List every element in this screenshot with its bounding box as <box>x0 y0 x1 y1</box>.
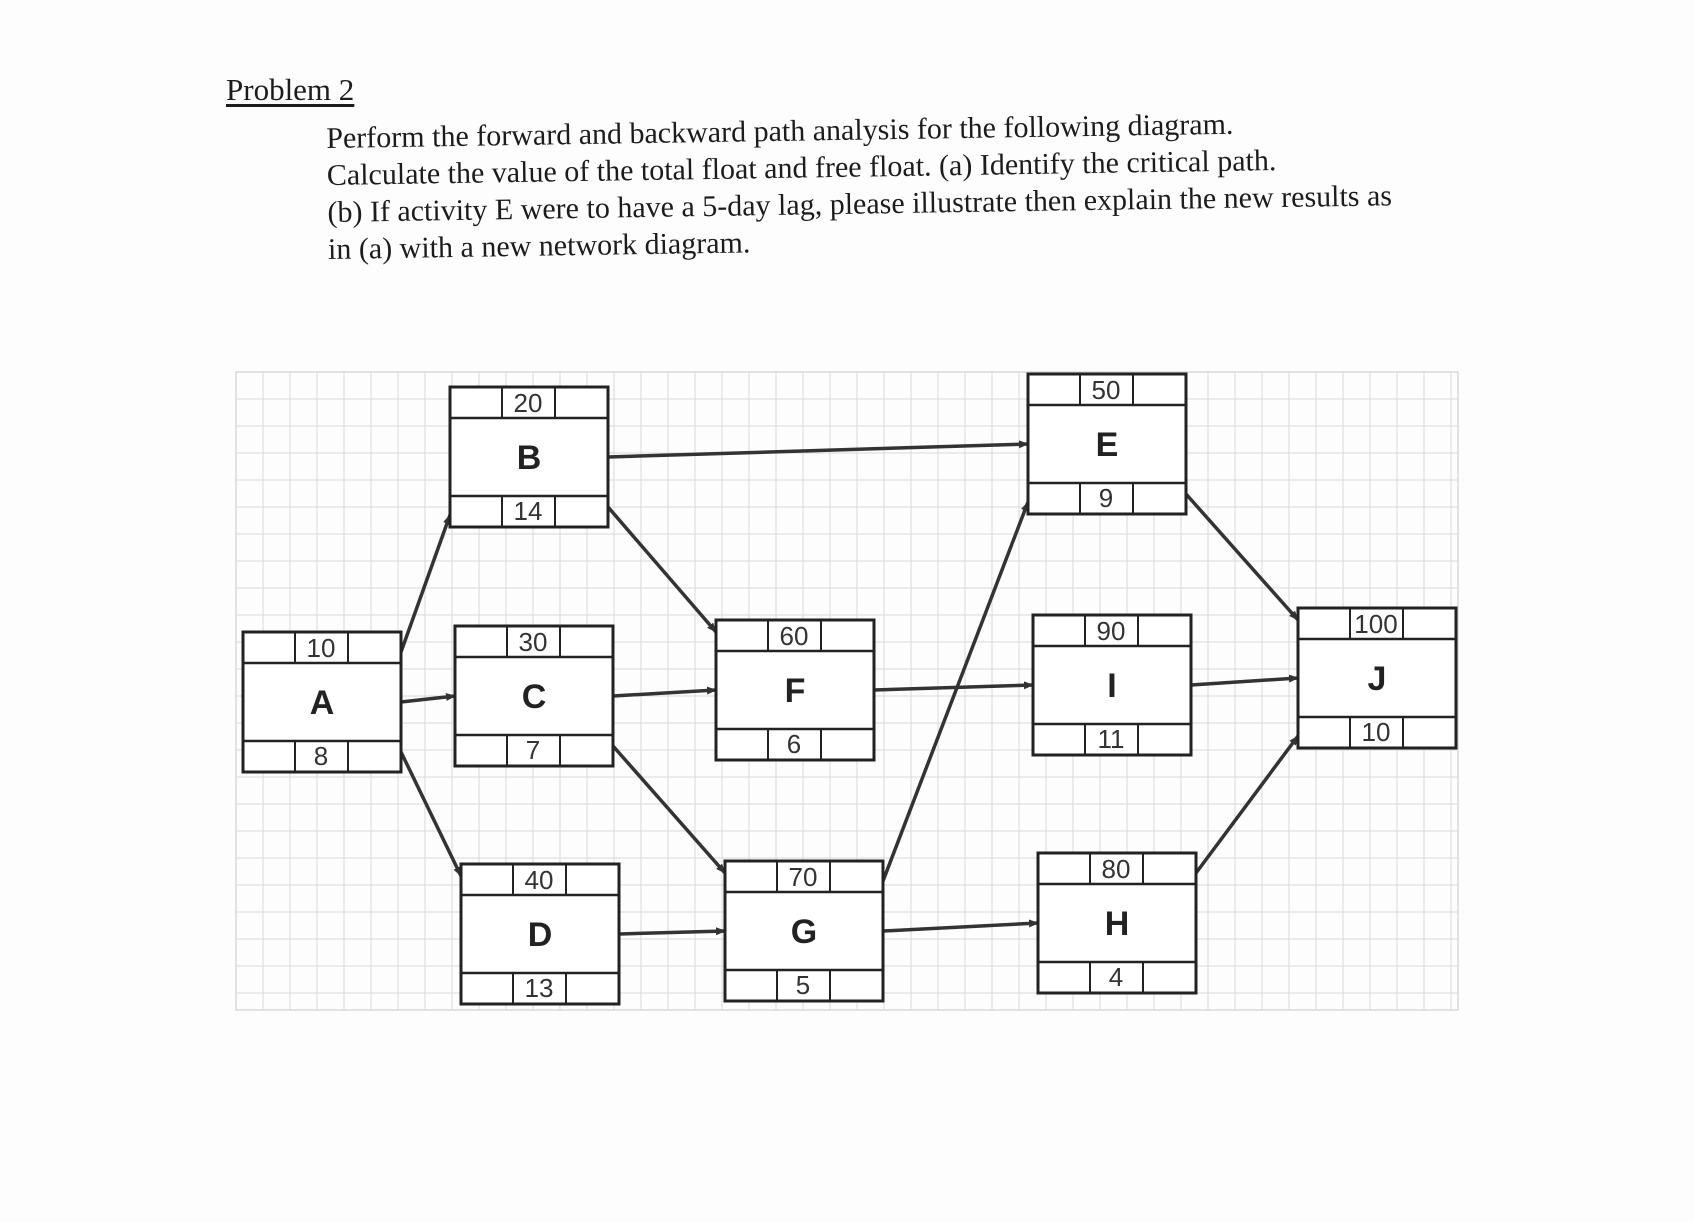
activity-node-d <box>461 864 619 1004</box>
node-id: 30 <box>518 627 548 657</box>
activity-node-c <box>455 626 613 766</box>
node-name: A <box>309 684 335 722</box>
node-id: 20 <box>513 388 543 418</box>
problem-line-3: (b) If activity E were to have a 5-day lag, please illustrate then explain the new results as <box>327 179 1393 229</box>
problem-line-4: in (a) with a new network diagram. <box>327 226 751 266</box>
node-duration: 9 <box>1098 483 1114 513</box>
node-duration: 8 <box>313 741 329 771</box>
node-name: E <box>1095 426 1119 464</box>
node-id: 70 <box>788 862 818 892</box>
activity-node-b <box>450 387 608 527</box>
node-id: 100 <box>1354 609 1398 639</box>
activity-node-h <box>1038 853 1196 993</box>
node-id: 10 <box>306 633 336 663</box>
activity-node-j <box>1298 608 1456 748</box>
activity-node-e <box>1028 374 1186 514</box>
node-id: 90 <box>1096 616 1126 646</box>
node-duration: 7 <box>525 735 541 765</box>
problem-heading: Problem 2 <box>226 72 355 107</box>
node-id: 80 <box>1101 854 1131 884</box>
activity-node-a <box>243 632 401 772</box>
edge-d-g <box>619 931 725 934</box>
edge-g-e <box>883 502 1028 881</box>
node-name: J <box>1367 660 1387 698</box>
node-name: C <box>521 678 547 716</box>
problem-line-2: Calculate the value of the total float and free float. (a) Identify the critical path. <box>326 144 1277 192</box>
edge-c-f <box>613 690 716 696</box>
problem-line-1: Perform the forward and backward path analysis for the following diagram. <box>326 107 1234 155</box>
node-name: D <box>527 916 553 954</box>
node-duration: 6 <box>786 729 802 759</box>
edge-a-c <box>401 696 455 702</box>
node-id: 60 <box>779 621 809 651</box>
node-duration: 14 <box>513 496 543 526</box>
node-name: F <box>784 672 806 710</box>
edge-i-j <box>1191 678 1298 685</box>
node-name: I <box>1107 667 1117 705</box>
node-name: B <box>516 439 542 477</box>
node-name: H <box>1104 905 1130 943</box>
edge-f-i <box>874 685 1033 690</box>
activity-node-g <box>725 861 883 1001</box>
node-id: 40 <box>524 865 554 895</box>
activity-node-i <box>1033 615 1191 755</box>
edge-e-j <box>1186 494 1298 620</box>
node-duration: 13 <box>524 973 554 1003</box>
node-duration: 5 <box>795 970 811 1000</box>
node-duration: 10 <box>1361 717 1391 747</box>
node-duration: 4 <box>1108 962 1124 992</box>
activity-node-f <box>716 620 874 760</box>
node-id: 50 <box>1091 375 1121 405</box>
problem-statement <box>326 101 1528 268</box>
edge-g-h <box>883 923 1038 931</box>
node-duration: 11 <box>1097 724 1125 754</box>
edge-b-f <box>608 507 716 632</box>
edge-c-g <box>613 746 725 873</box>
node-name: G <box>790 913 818 951</box>
